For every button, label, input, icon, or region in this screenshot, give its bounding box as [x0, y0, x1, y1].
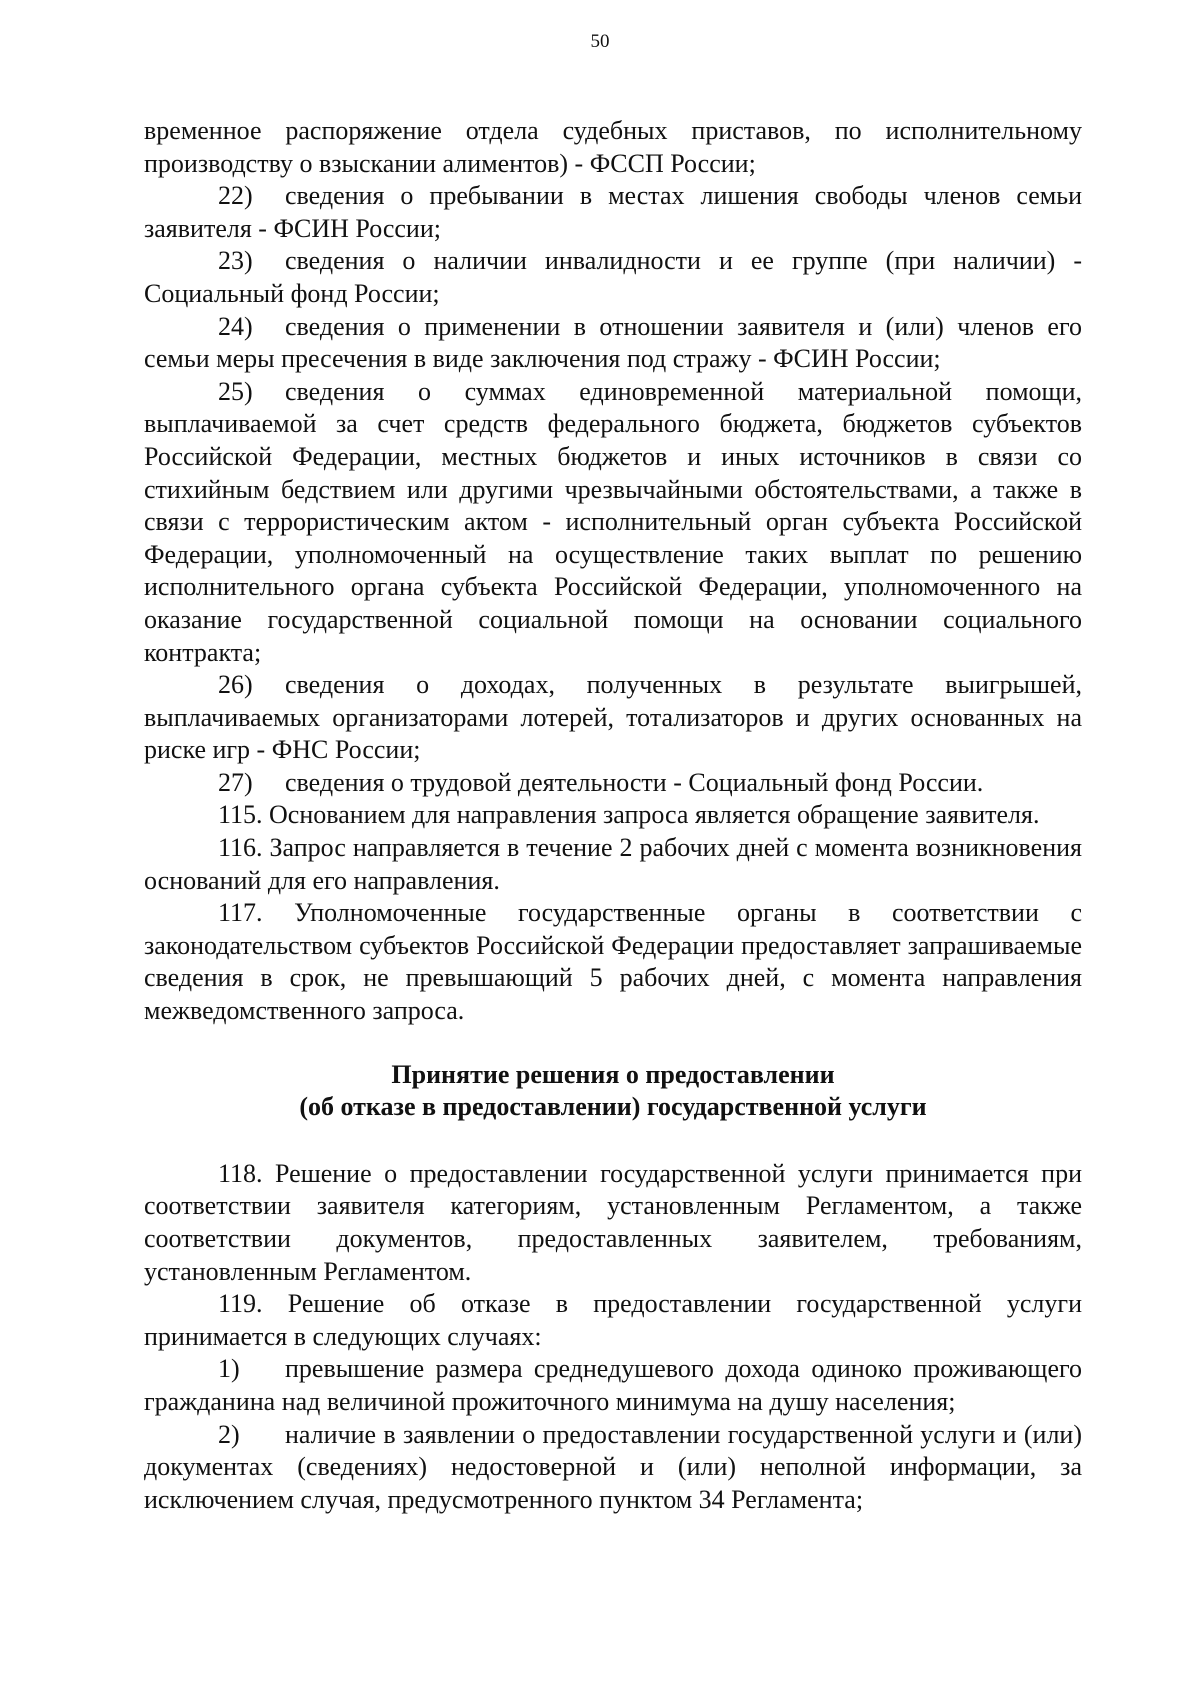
list-item-22 [144, 180, 1082, 245]
paragraph-116: 116. Запрос направляется в течение 2 рабочих дней с момента возникновения оснований для его направления. [144, 833, 1082, 895]
list-item-24 [144, 311, 1082, 376]
spacer [144, 1028, 1082, 1059]
paragraph-119: 119. Решение об отказе в предоставлении государственной услуги принимается в следующих случаях: [144, 1289, 1082, 1351]
list-item-text: превышение размера среднедушевого дохода одиноко проживающего гражданина над величиной прожиточного минимума на душу населения; [144, 1354, 1082, 1416]
page-number: 50 [590, 31, 610, 52]
intro-continuation-paragraph: временное распоряжение отдела судебных приставов, по исполнительному производству о взыскании алиментов) - ФССП России; [144, 116, 1082, 178]
list-item-25 [144, 376, 1082, 669]
list-item-text: наличие в заявлении о предоставлении государственной услуги и (или) документах (сведениях) недостоверной и (или) неполной информации, за исключением случая, предусмотренного пунктом 34 Регламента; [144, 1419, 1082, 1514]
list-item-number: 2) [218, 1419, 240, 1449]
list-item-number: 26) [218, 670, 253, 700]
list-item-23 [144, 245, 1082, 310]
list-item-text: сведения о трудовой деятельности - Социальный фонд России. [285, 767, 984, 797]
list-item-text: сведения о суммах единовременной материальной помощи, выплачиваемой за счет средств федерального бюджета, бюджетов субъектов Российской Федерации, местных бюджетов и иных источников в связи со стихийным бедствием или другими чрезвычайными обстоятельствами, а также в связи с террористическим актом - исполнительный орган субъекта Российской Федерации, уполномоченный на осуществление таких выплат по решению исполнительного органа субъекта Российской Федерации, уполномоченного на оказание государственной социальной помощи на основании социального контракта; [144, 376, 1082, 667]
list-item-text: сведения о наличии инвалидности и ее группе (при наличии) - Социальный фонд России; [144, 246, 1082, 308]
section-heading-line-1: Принятие решения о предоставлении [391, 1059, 835, 1089]
refusal-item-1 [144, 1353, 1082, 1418]
list-item-number: 27) [218, 767, 253, 797]
list-item-number: 1) [218, 1354, 240, 1384]
spacer [144, 1124, 1082, 1158]
list-item-number: 22) [218, 181, 253, 211]
list-item-text: сведения о пребывании в местах лишения свободы членов семьи заявителя - ФСИН России; [144, 181, 1082, 243]
paragraph-118: 118. Решение о предоставлении государственной услуги принимается при соответствии заявителя категориям, установленным Регламентом, а также соответствии документов, предоставленных заявителем, требованиям, установленным Регламентом. [144, 1158, 1082, 1286]
paragraph-117: 117. Уполномоченные государственные органы в соответствии с законодательством субъектов Российской Федерации предоставляет запрашиваемые сведения в срок, не превышающий 5 рабочих дней, с момента направления межведомственного запроса. [144, 898, 1082, 1026]
list-item-number: 23) [218, 246, 253, 276]
list-item-26 [144, 669, 1082, 767]
list-item-text: сведения о доходах, полученных в результате выигрышей, выплачиваемых организаторами лотерей, тотализаторов и других основанных на риске игр - ФНС России; [144, 670, 1082, 765]
list-item-27 [144, 767, 1082, 800]
document-body [144, 115, 1082, 1516]
list-item-text: сведения о применении в отношении заявителя и (или) членов его семьи меры пресечения в виде заключения под стражу - ФСИН России; [144, 311, 1082, 374]
list-item-number: 25) [218, 376, 253, 406]
list-item-number: 24) [218, 311, 253, 341]
section-heading-line-2: (об отказе в предоставлении) государственной услуги [299, 1092, 927, 1122]
refusal-item-2 [144, 1419, 1082, 1517]
paragraph-115: 115. Основанием для направления запроса является обращение заявителя. [218, 800, 1040, 830]
